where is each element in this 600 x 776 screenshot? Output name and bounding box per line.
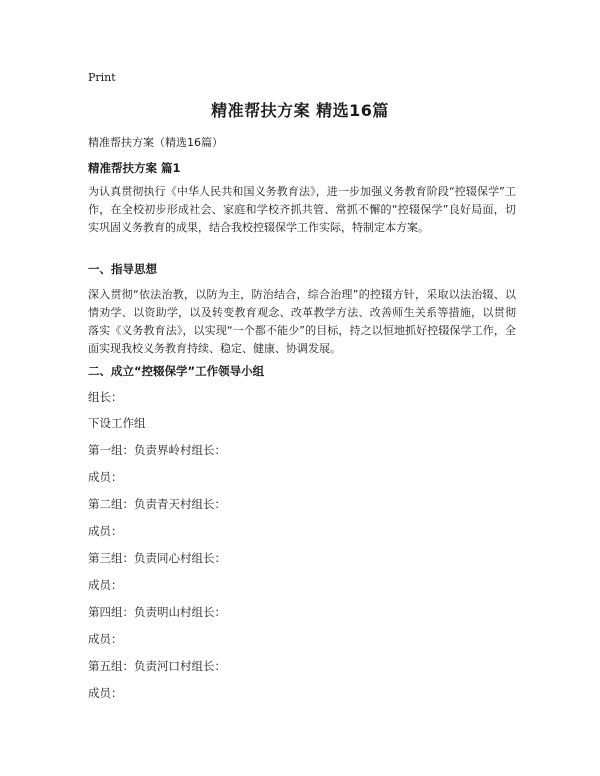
heading-guiding-ideology: 一、指导思想 [88,262,157,276]
group-3-line: 第三组：负责同心村组长： [88,551,226,565]
group-leader-line: 组长： [88,390,123,404]
group-2-line: 第二组：负责青天村组长： [88,497,226,511]
group-4-members-line: 成员： [88,632,123,646]
group-2-members-line: 成员： [88,524,123,538]
group-5-line: 第五组：负责河口村组长： [88,659,226,673]
group-1-members-line: 成员： [88,470,123,484]
document-subtitle: 精准帮扶方案（精选16篇） [88,136,223,149]
print-label: Print [88,71,116,84]
group-4-line: 第四组：负责明山村组长： [88,605,226,619]
guiding-ideology-paragraph: 深入贯彻“依法治教，以防为主，防治结合，综合治理”的控辍方针，采取以法治辍、以情劝学、以资助学，以及转变教育观念、改革教学方法、改善师生关系等措施，以贯彻落实《义务教育法》，以实现“一个都不能少”的目标，持之以恒地抓好控辍保学工作，全面实现我校义务教育持续、稳定、健康、协调发展。 [88,288,516,355]
group-1-line: 第一组：负责界岭村组长： [88,443,226,457]
subgroup-line: 下设工作组 [88,416,146,430]
heading-leadership-group: 二、成立“控辍保学”工作领导小组 [88,364,265,378]
section-heading: 精准帮扶方案 篇1 [88,161,181,175]
intro-paragraph: 为认真贯彻执行《中华人民共和国义务教育法》，进一步加强义务教育阶段“控辍保学”工作，在全校初步形成社会、家庭和学校齐抓共管、常抓不懈的“控辍保学”良好局面，切实巩固义务教育的成果，结合我校控辍保学工作实际，特制定本方案。 [88,185,516,234]
document-title: 精准帮扶方案 精选16篇 [211,101,389,120]
group-3-members-line: 成员： [88,578,123,592]
group-5-members-line: 成员： [88,686,123,700]
